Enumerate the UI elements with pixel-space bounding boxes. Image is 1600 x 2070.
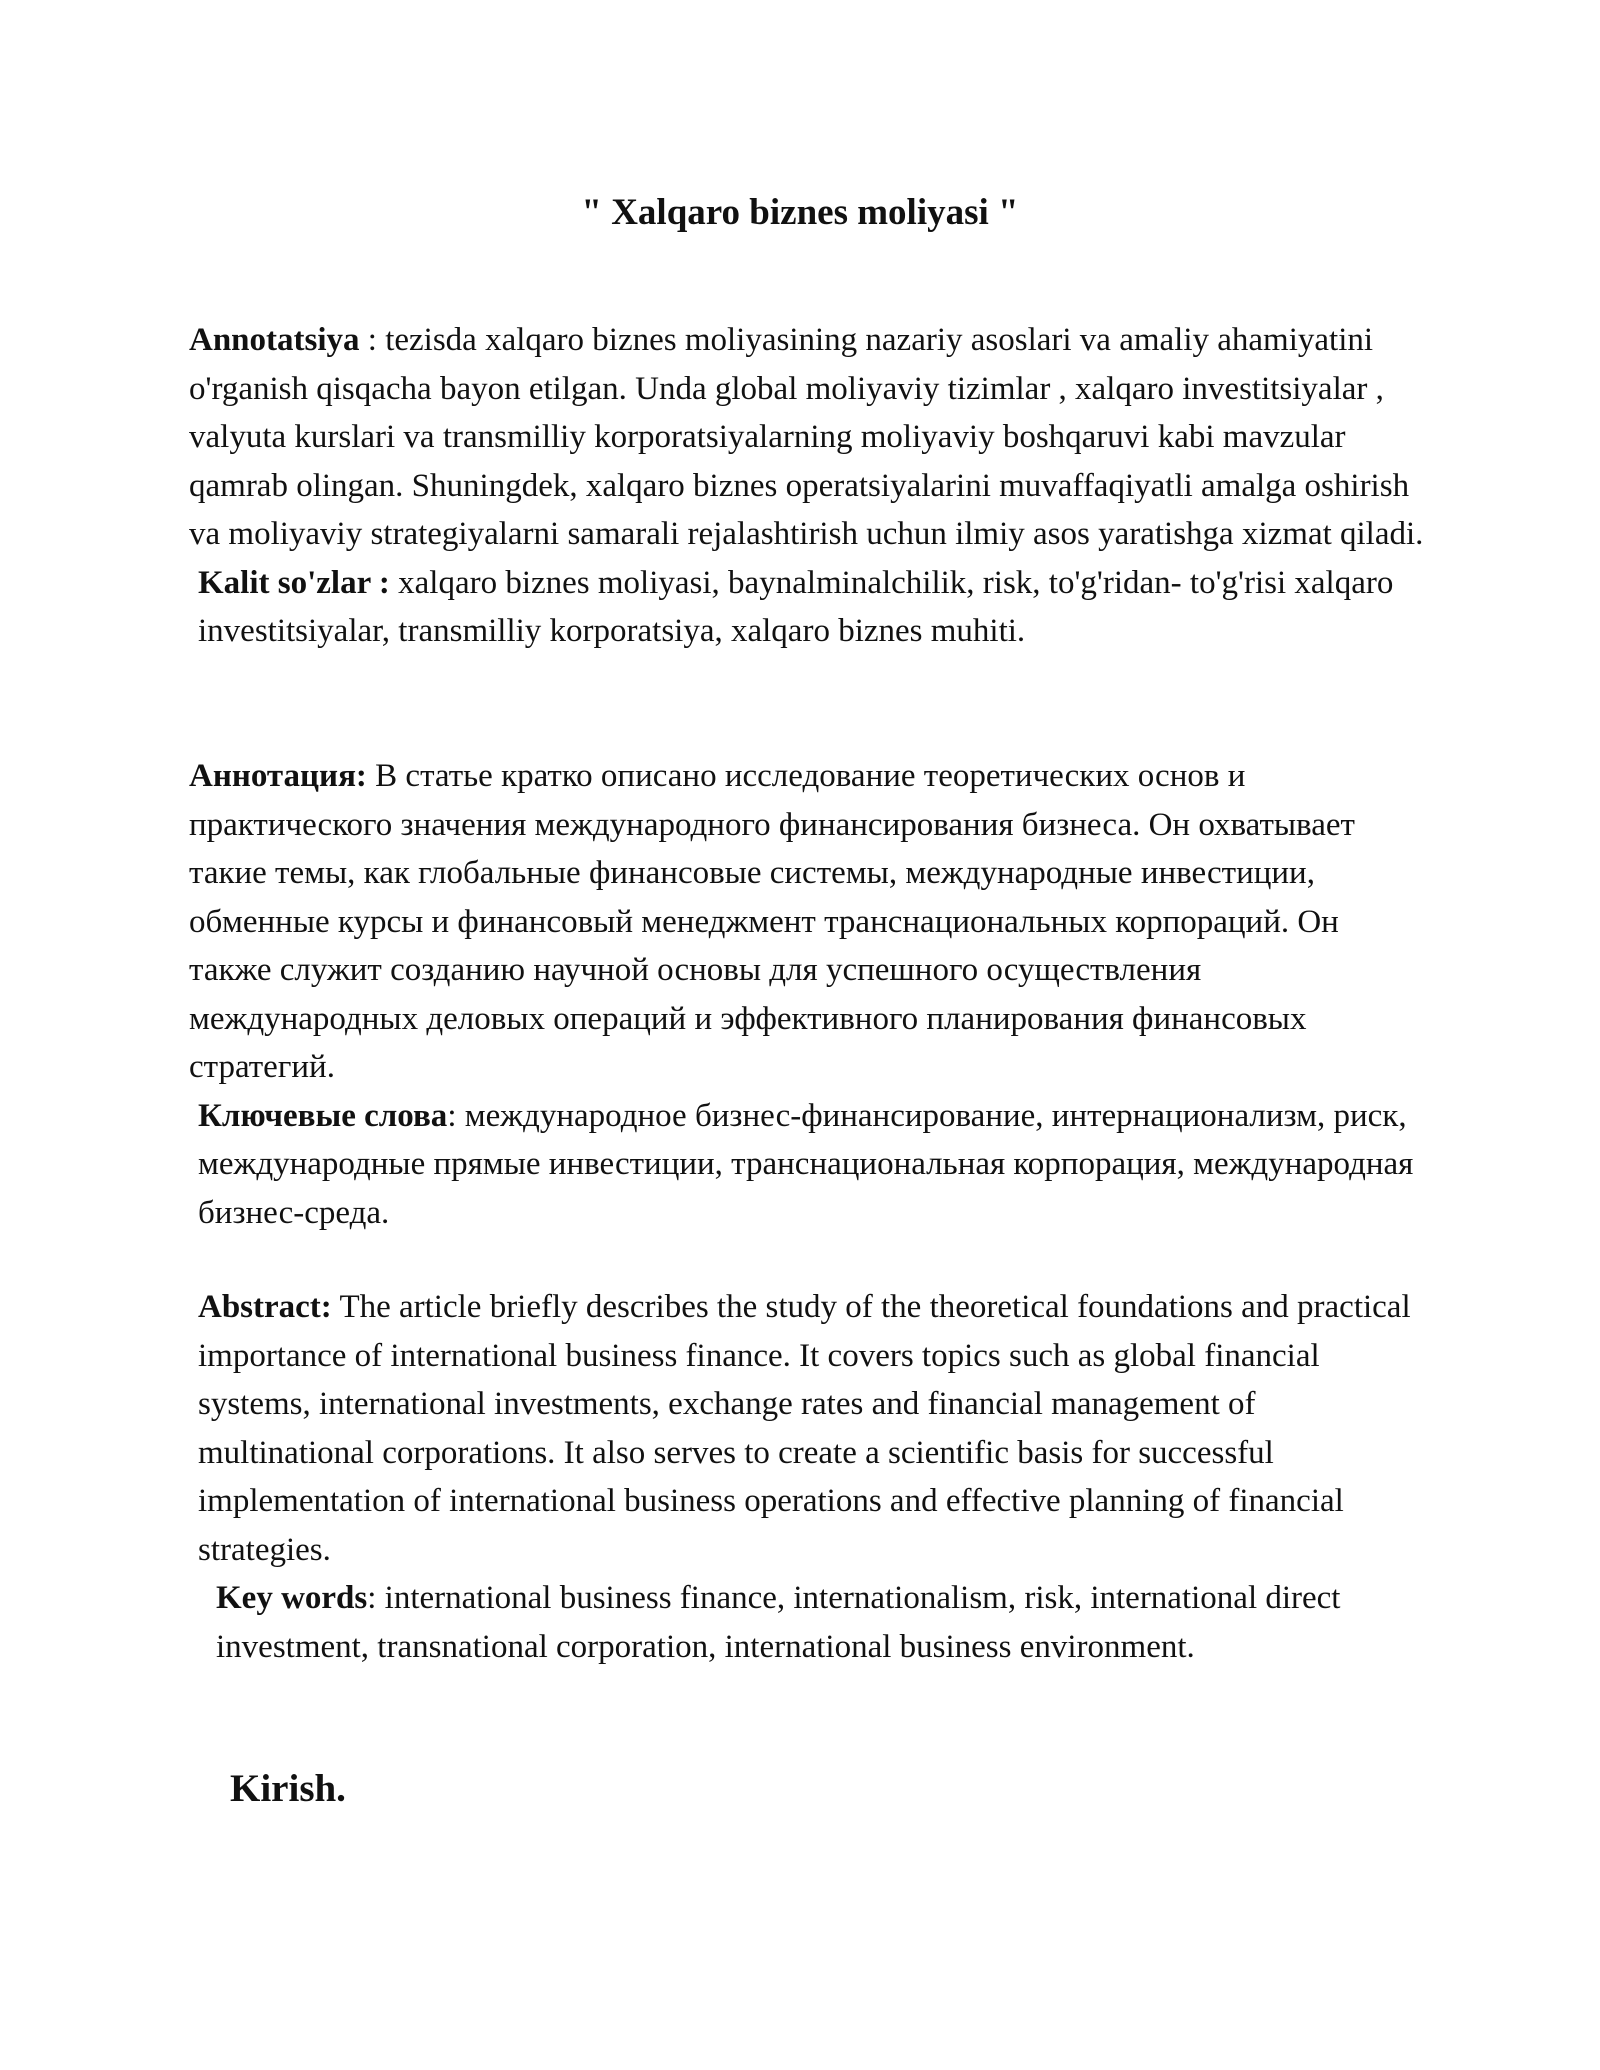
keywords-uz-paragraph (189, 559, 1429, 656)
keywords-en-label: Key words (216, 1580, 368, 1616)
keywords-uz-label: Kalit so'zlar : (198, 564, 390, 601)
annotation-uz-text: : tezisda xalqaro biznes moliyasining nazariy asoslari va amaliy ahamiyatini o'rganish qisqacha bayon etilgan. Unda global moliyaviy tizimlar , xalqaro investitsiyalar , valyuta kurslari va transmilliy korporatsiyalarning moliyaviy boshqaruvi kabi mavzular qamrab olingan. Shuningdek, xalqaro biznes operatsiyalarini muvaffaqiyatli amalga oshirish va moliyaviy strategiyalarni samarali rejalashtirish uchun ilmiy asos yaratishga xizmat qiladi. (189, 322, 1424, 552)
annotation-uz-paragraph (189, 316, 1429, 559)
annotation-ru-text: В статье кратко описано исследование теоретических основ и практического значения международного финансирования бизнеса. Он охватывает такие темы, как глобальные финансовые системы, международные инвестиции, обменные курсы и финансовый менеджмент транснациональных корпораций. Он также служит созданию научной основы для успешного осуществления международных деловых операций и эффективного планирования финансовых стратегий. (189, 758, 1355, 1085)
keywords-en-paragraph (189, 1574, 1429, 1671)
abstract-en-text: The article briefly describes the study of the theoretical foundations and practical importance of international business finance. It covers topics such as global financial systems, international investments, exchange rates and financial management of multinational corporations. It also serves to create a scientific basis for successful implementation of international business operations and effective planning of financial strategies. (198, 1289, 1411, 1568)
keywords-en-text: : international business finance, internationalism, risk, international direct investment, transnational corporation, international business environment. (216, 1580, 1341, 1665)
keywords-ru-label: Ключевые слова (198, 1097, 448, 1134)
keywords-ru-paragraph (189, 1092, 1429, 1238)
abstract-english (189, 1283, 1429, 1671)
abstract-en-paragraph (189, 1283, 1429, 1574)
abstract-en-label: Abstract: (198, 1289, 332, 1325)
annotation-uz-label: Annotatsiya (189, 322, 360, 358)
document-title: " Xalqaro biznes moliyasi " (581, 192, 1019, 233)
annotation-russian (189, 752, 1429, 1237)
section-heading-introduction: Kirish. (230, 1767, 346, 1810)
keywords-ru-text: : международное бизнес-финансирование, интернационализм, риск, международные прямые инвестиции, транснациональная корпорация, международная бизнес-среда. (198, 1097, 1414, 1231)
annotation-uzbek (189, 316, 1429, 656)
annotation-ru-label: Аннотация: (189, 758, 367, 794)
annotation-ru-paragraph (189, 752, 1429, 1092)
keywords-uz-text: xalqaro biznes moliyasi, baynalminalchilik, risk, to'g'ridan- to'g'risi xalqaro investitsiyalar, transmilliy korporatsiya, xalqaro biznes muhiti. (198, 564, 1394, 649)
